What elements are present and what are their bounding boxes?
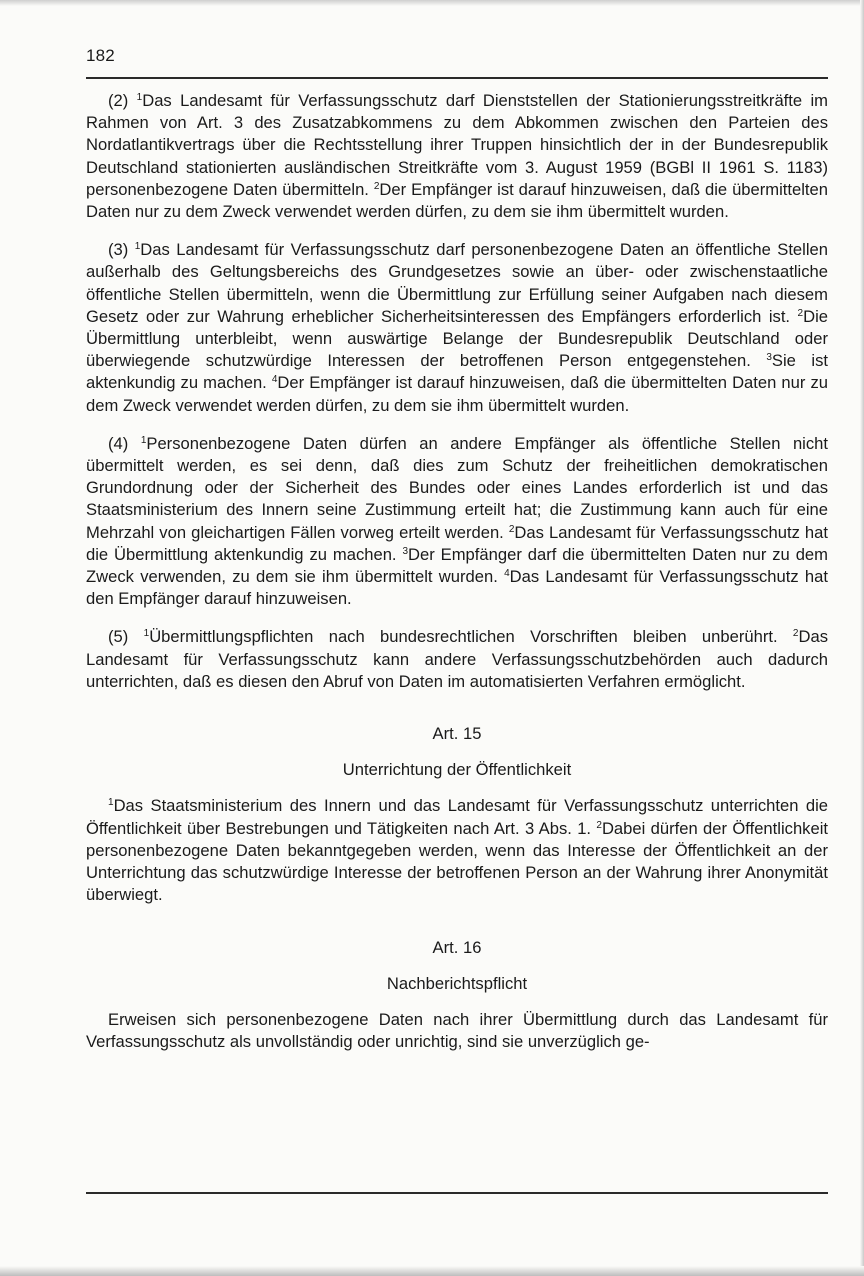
article-15-title: Unterrichtung der Öffentlichkeit [342, 760, 572, 780]
scan-edge-bottom [0, 1266, 864, 1276]
sentence-number: 1 [140, 434, 147, 446]
paragraph-2 [86, 90, 828, 223]
sentence-number: 4 [271, 374, 278, 386]
text-run: Übermittlungspflichten nach bundesrechtlichen Vorschriften bleiben unberührt. [149, 627, 793, 647]
text-run: Das Landesamt für Verfassungsschutz hat die Übermittlung aktenkundig zu machen. [86, 522, 829, 564]
sentence-number: 3 [402, 545, 409, 557]
sentence-number: 3 [766, 352, 772, 364]
page-number: 182 [86, 46, 115, 65]
text-run: Erweisen sich personenbezogene Daten nach ihrer Übermittlung durch das Landesamt für Verfassungsschutz als unvollständig oder unrichtig, sind sie unverzüglich ge- [86, 1009, 828, 1052]
sentence-number: 1 [143, 628, 150, 640]
article-16-number: Art. 16 [432, 937, 482, 957]
sentence-number: 2 [373, 180, 380, 192]
header-rule [86, 77, 828, 79]
text-run: Der Empfänger ist darauf hinzuweisen, daß die übermittelten Daten nur zu dem Zweck verwendet werden dürfen, zu dem sie ihm übermittelt wurden. [86, 373, 828, 415]
sentence-number: 2 [508, 523, 515, 535]
sentence-number: 1 [136, 92, 143, 103]
paragraph-5 [86, 626, 828, 693]
text-run: Das Landesamt für Verfassungsschutz darf Dienststellen der Stationierungsstreitkräfte im Rahmen von Art. 3 des Zusatzabkommens zu dem Abkommen zwischen den Parteien des Nordatlantikvertrags über die Rechtsstellung ihrer Truppen hinsichtlich der in der Bundesrepublik Deutschland stationierten ausländischen Streitkräfte vom 3. August 1959 (BGBl II 1961 S. 1183) personenbezogene Daten übermitteln. [86, 91, 829, 199]
text-run: Die Übermittlung unterbleibt, wenn auswärtige Belange der Bundesrepublik Deutschland oder überwiegende schutzwürdige Interessen der betroffenen Person entgegenstehen. [86, 306, 828, 371]
text-run: Sie ist aktenkundig zu machen. [86, 351, 828, 393]
page-body [86, 90, 828, 1069]
text-run: Der Empfänger ist darauf hinzuweisen, daß die übermittelten Daten nur zu dem Zweck verwendet werden dürfen, zu dem sie ihm übermittelt wurden. [86, 179, 829, 222]
sentence-number: 1 [134, 241, 141, 253]
article-16-text [86, 1009, 828, 1053]
text-run: Personenbezogene Daten dürfen an andere Empfänger als öffentliche Stellen nicht übermittelt werden, es sei denn, daß dies zum Schutz der freiheitlichen demokratischen Grundordnung oder der Sicherheit des Bundes oder eines Landes erforderlich ist und das Staatsministerium des Innern seine Zustimmung erteilt hat; die Zustimmung kann auch für eine Mehrzahl von gleichartigen Fällen vorweg erteilt werden. [86, 433, 828, 542]
paragraph-4 [86, 433, 828, 611]
sentence-number: 4 [504, 568, 510, 580]
text-run: Das Landesamt für Verfassungsschutz kann andere Verfassungsschutzbehörden auch dadurch unterrichten, daß es diesen den Abruf von Daten im automatisierten Verfahren ermöglicht. [86, 627, 828, 691]
paragraph-3 [86, 239, 828, 417]
sentence-number: 2 [797, 307, 804, 319]
scan-edge-right [860, 0, 864, 1276]
text-run: (4) [108, 433, 141, 453]
text-run: Das Landesamt für Verfassungsschutz hat den Empfänger darauf hinzuweisen. [86, 567, 829, 609]
scan-edge-top [0, 0, 864, 6]
article-16-title: Nachberichtspflicht [386, 973, 528, 993]
article-15-text [86, 795, 828, 906]
text-run: Dabei dürfen der Öffentlichkeit personenbezogene Daten bekanntgegeben werden, wenn das Interesse der Öffentlichkeit an der Unterrichtung das schutzwürdige Interesse der betroffenen Person an der Wahrung ihrer Anonymität überwiegt. [86, 818, 828, 905]
footer-rule [86, 1192, 828, 1194]
article-15-number: Art. 15 [432, 724, 482, 744]
text-run: (2) [108, 91, 137, 110]
text-run: Das Staatsministerium des Innern und das Landesamt für Verfassungsschutz unterrichten die Öffentlichkeit über Bestrebungen und Tätigkeiten nach Art. 3 Abs. 1. [86, 796, 828, 838]
sentence-number: 1 [108, 797, 114, 809]
sentence-number: 2 [596, 819, 602, 831]
text-run: Der Empfänger darf die übermittelten Daten nur zu dem Zweck verwenden, zu dem sie ihm übermittelt wurden. [86, 544, 828, 587]
text-run: Das Landesamt für Verfassungsschutz darf personenbezogene Daten an öffentliche Stellen außerhalb des Geltungsbereichs des Grundgesetzes sowie an über- oder zwischenstaatliche öffentliche Stellen übermitteln, wenn die Übermittlung zur Erfüllung seiner Aufgaben nach diesem Gesetz oder zur Wahrung erheblicher Sicherheitsinteressen des Empfängers erforderlich ist. [86, 240, 828, 326]
text-run: (5) [108, 627, 144, 647]
text-run: (3) [108, 240, 135, 260]
sentence-number: 2 [792, 628, 799, 640]
